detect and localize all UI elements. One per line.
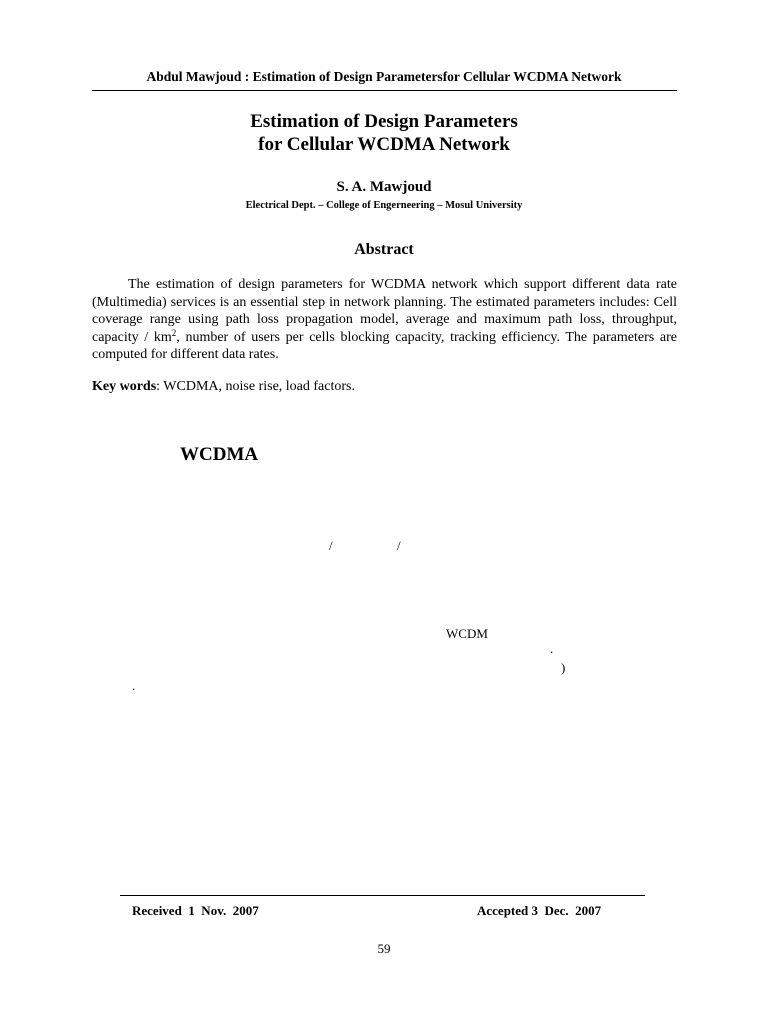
author-name: S. A. Mawjoud [336, 179, 432, 195]
keywords-label: Key words [92, 379, 157, 394]
page-number: 59 [377, 941, 391, 956]
header-rule [92, 90, 677, 91]
abstract-text-part-2: , number of users per cells blocking capacity, tracking efficiency. The parameters are computed for different data rates. [92, 329, 677, 362]
text-fragment-dot-1: . [550, 641, 554, 656]
author-affiliation: Electrical Dept. – College of Engerneering – Mosul University [245, 200, 523, 211]
footer-rule [120, 895, 645, 896]
received-date: Received 1 Nov. 2007 [132, 903, 259, 918]
keywords-text: : WCDMA, noise rise, load factors. [156, 379, 355, 394]
accepted-date: Accepted 3 Dec. 2007 [477, 903, 602, 918]
text-fragment-slash-1: / [329, 538, 333, 553]
arabic-section-heading: WCDMA [180, 444, 259, 465]
text-fragment-dot-2: . [132, 678, 136, 693]
abstract-heading: Abstract [354, 241, 414, 258]
text-fragment-wcdm: WCDM [446, 626, 488, 641]
keywords [92, 378, 677, 395]
paper-title-line-2: for Cellular WCDMA Network [258, 134, 510, 155]
text-fragment-slash-2: / [397, 538, 401, 553]
paper-title [0, 110, 768, 156]
text-fragment-paren: ) [561, 660, 566, 675]
running-header: Abdul Mawjoud : Estimation of Design Parametersfor Cellular WCDMA Network [146, 69, 622, 84]
paper-title-line-1: Estimation of Design Parameters [250, 111, 518, 132]
abstract-body [92, 276, 677, 364]
abstract-superscript: 2 [171, 327, 177, 338]
abstract-text-part-1: The estimation of design parameters for WCDMA network which support different data rate (Multimedia) services is an essential step in network planning. The estimated parameters includes: Cell coverage range using path loss propagation model, average and maximum path loss, throughput, capacity / km [92, 277, 677, 345]
